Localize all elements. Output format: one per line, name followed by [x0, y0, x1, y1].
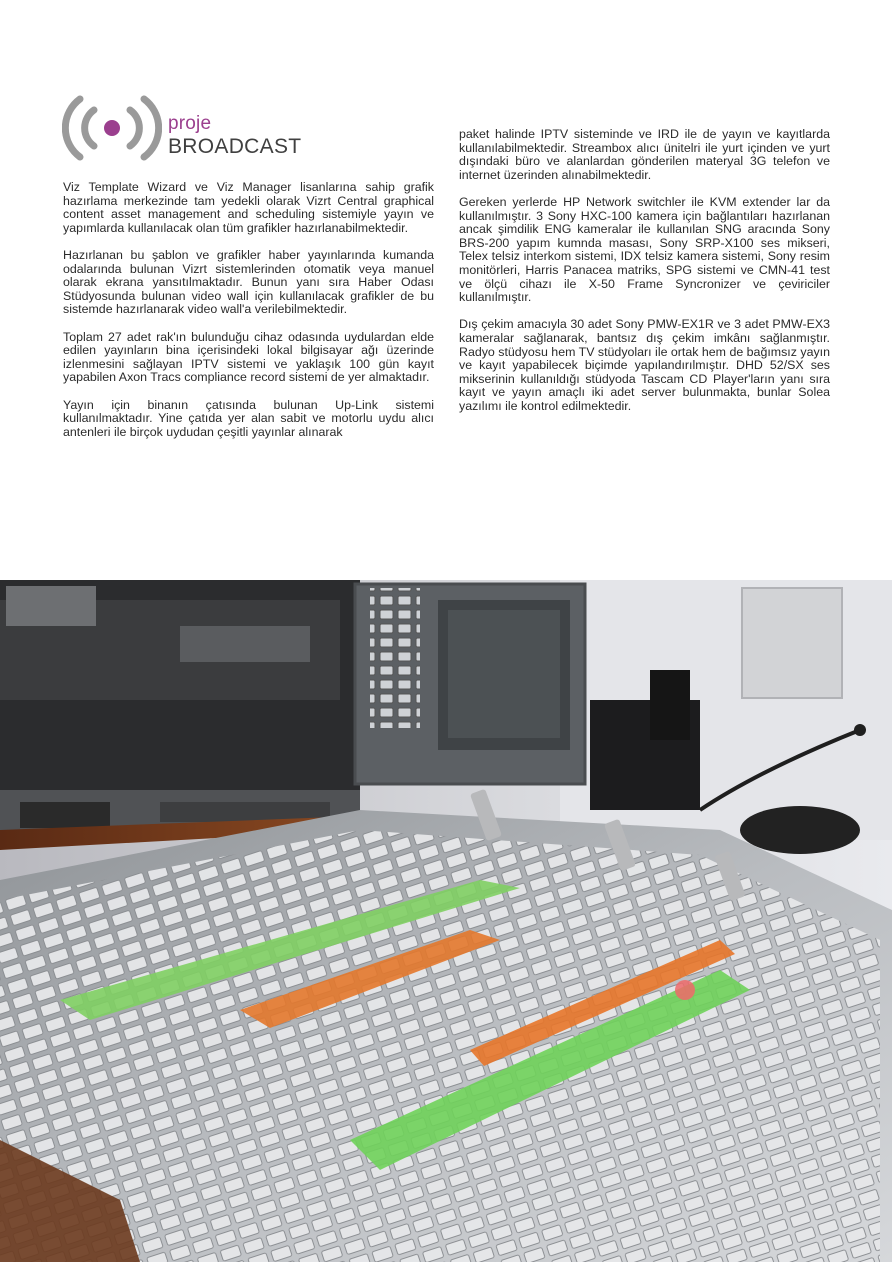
- section-header: [62, 93, 362, 163]
- right-text-column: [459, 128, 830, 427]
- paragraph: Hazırlanan bu şablon ve grafikler haber yayınlarında kumanda odalarında bulunan Vizrt sistemlerinden otomatik veya manuel olarak ekrana yansıtılmaktadır. Bunun yanı sıra Haber Odası Stüdyosunda bulunan video wall için kullanılacak grafikler de bu sistemde hazırlanarak video wall'a verilebilmektedir.: [63, 247, 434, 317]
- broadcast-console-photo: [0, 580, 892, 1262]
- left-text-column: [63, 181, 434, 453]
- paragraph: Viz Template Wizard ve Viz Manager lisanlarına sahip grafik hazırlama merkezinde tam yedekli olarak Vizrt Central graphical content asset management and scheduling sistemiyle yayın ve yapımlarda kullanılacak olan tüm grafikler hazırlanabilmektedir.: [63, 180, 434, 235]
- paragraph: paket halinde IPTV sisteminde ve IRD ile de yayın ve kayıtlarda kullanılabilmektedir. Streambox alıcı ünitelri ile yurt içinden ve yurt dışındaki büro ve alanlardan gönderilen materyal 3G telefon ve internet üzerinden alınabilmektedir.: [459, 127, 830, 182]
- paragraph: Gereken yerlerde HP Network switchler ile KVM extender lar da kullanılmıştır. 3 Sony HXC-100 kamera için bağlantıları hazırlanan ancak şimdilik ENG kameralar ile kullanılan SNG aracında Sony BRS-200 yapım kumnda masası, Sony SRP-X100 ses mikseri, Telex telsiz interkom sistemi, IDX telsiz kamera sistemi, Sony resim monitörleri, Harris Panacea matriks, SPG sistemi ve CMN-41 test ve ölçü cihazı ile X-50 Frame Syncronizer ve çeviriciler kullanılmıştır.: [459, 194, 830, 305]
- paragraph: Yayın için binanın çatısında bulunan Up-Link sistemi kullanılmaktadır. Yine çatıda yer alan sabit ve motorlu uydu alıcı antenleri ile birçok uydudan çeşitli yayınlar alınarak: [63, 397, 434, 439]
- section-title: BROADCAST: [168, 135, 302, 158]
- paragraph: Dış çekim amacıyla 30 adet Sony PMW-EX1R ve 3 adet PMW-EX3 kameralar sağlanarak, bantsız dış çekim imkânı sağlanmıştır. Radyo stüdyosu hem TV stüdyoları ile ortak hem de bağımsız yayın ve kayıt yapabilecek biçimde yapılandırılmıştır. DHD 52/SX ses mikserinin kullanıldığı stüdyoda Tascam CD Player'ların yanı sıra kayıt ve yayın amaçlı iki adet server bulunmakta, bunlar Solea yazılımı ile kontrol edilmektedir.: [459, 317, 830, 413]
- paragraph: Toplam 27 adet rak'ın bulunduğu cihaz odasında uydulardan elde edilen yayınların bina içerisindeki lokal bilgisayar ağı üzerinde izlenmesini sağlayan IPTV sistemi ve yaklaşık 100 gün kayıt yapabilen Axon Tracs compliance record sistemi de yer almaktadır.: [63, 329, 434, 385]
- section-kicker: proje: [168, 113, 212, 134]
- broadcast-signal-icon: [62, 93, 162, 163]
